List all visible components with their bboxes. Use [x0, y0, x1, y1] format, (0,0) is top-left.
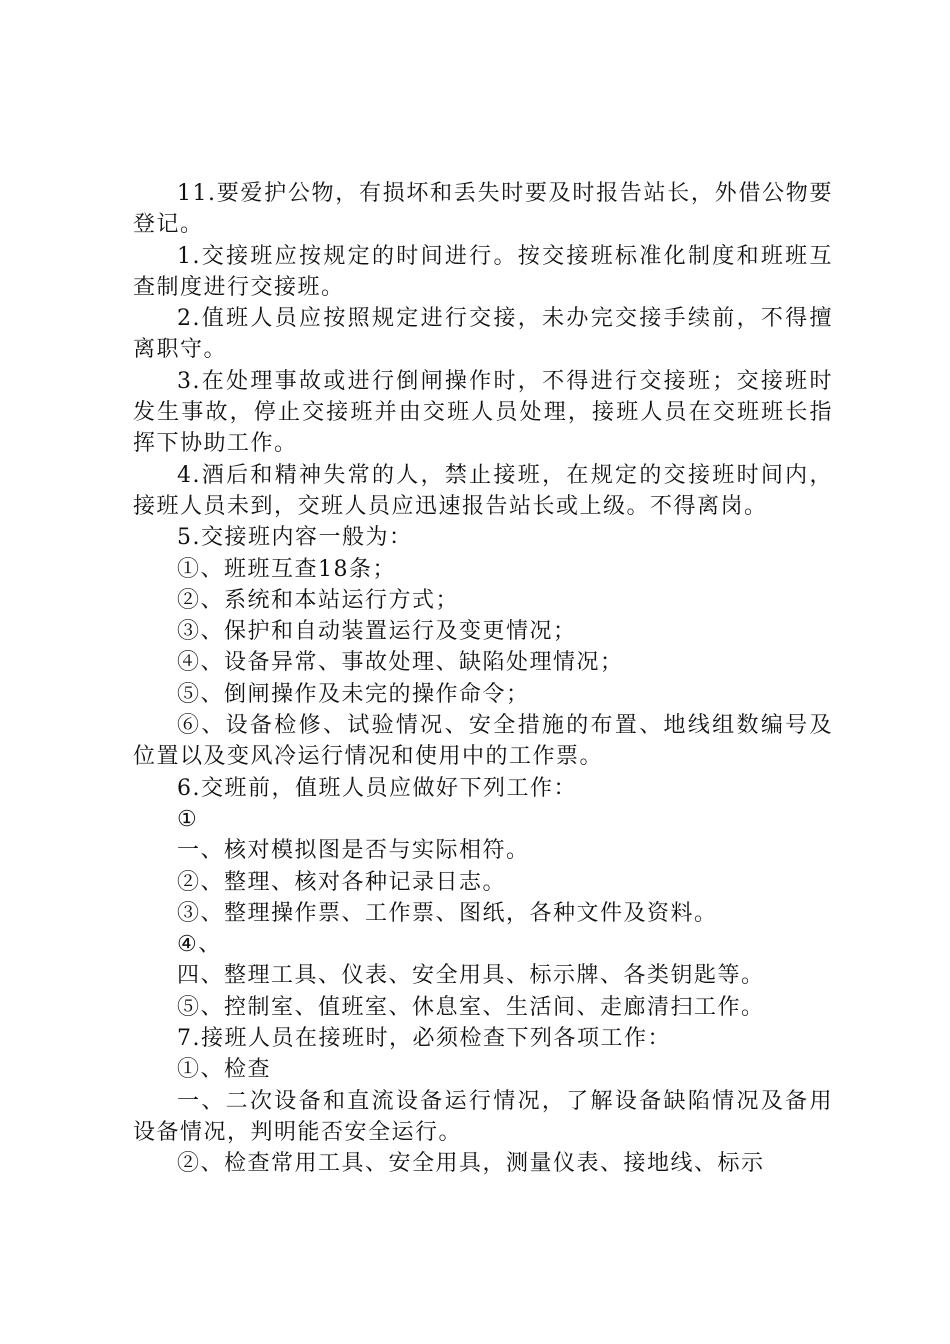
paragraph: 1.交接班应按规定的时间进行。按交接班标准化制度和班班互查制度进行交接班。 — [133, 243, 833, 300]
list-item: ③、整理操作票、工作票、图纸，各种文件及资料。 — [177, 900, 718, 926]
paragraph: 3.在处理事故或进行倒闸操作时，不得进行交接班；交接班时发生事故，停止交接班并由交班人员处理，接班人员在交班班长指挥下协助工作。 — [133, 368, 833, 457]
list-item: ②、检查常用工具、安全用具，测量仪表、接地线、标示 — [177, 1151, 765, 1177]
paragraph: 7.接班人员在接班时，必须检查下列各项工作： — [177, 1026, 671, 1052]
paragraph: 2.值班人员应按照规定进行交接，未办完交接手续前，不得擅离职守。 — [133, 306, 833, 363]
paragraph: 5.交接班内容一般为： — [177, 525, 413, 551]
list-item: ① — [177, 806, 199, 832]
list-item: ③、保护和自动装置运行及变更情况； — [177, 619, 577, 645]
list-item: ⑥、设备检修、试验情况、安全措施的布置、地线组数编号及位置以及变风冷运行情况和使用中的工作票。 — [133, 713, 833, 770]
list-item: ④、设备异常、事故处理、缺陷处理情况； — [177, 650, 624, 676]
list-item: ①、班班互查18条； — [177, 556, 396, 582]
document-body — [133, 178, 833, 1180]
paragraph: 6.交班前，值班人员应做好下列工作： — [177, 775, 577, 801]
list-item: 一、核对模拟图是否与实际相符。 — [177, 838, 530, 864]
list-item: 一、二次设备和直流设备运行情况，了解设备缺陷情况及备用设备情况，判明能否安全运行。 — [133, 1088, 833, 1145]
list-item: ④、 — [177, 932, 222, 958]
paragraph: 11.要爱护公物，有损坏和丢失时要及时报告站长，外借公物要登记。 — [133, 181, 833, 238]
list-item: ①、检查 — [177, 1057, 272, 1083]
list-item: ②、系统和本站运行方式； — [177, 587, 460, 613]
list-item: ②、整理、核对各种记录日志。 — [177, 869, 507, 895]
list-item: 四、整理工具、仪表、安全用具、标示牌、各类钥匙等。 — [177, 963, 765, 989]
list-item: ⑤、控制室、值班室、休息室、生活间、走廊清扫工作。 — [177, 994, 765, 1020]
list-item: ⑤、倒闸操作及未完的操作命令； — [177, 681, 530, 707]
paragraph: 4.酒后和精神失常的人，禁止接班，在规定的交接班时间内，接班人员未到，交班人员应迅速报告站长或上级。不得离岗。 — [133, 462, 833, 519]
